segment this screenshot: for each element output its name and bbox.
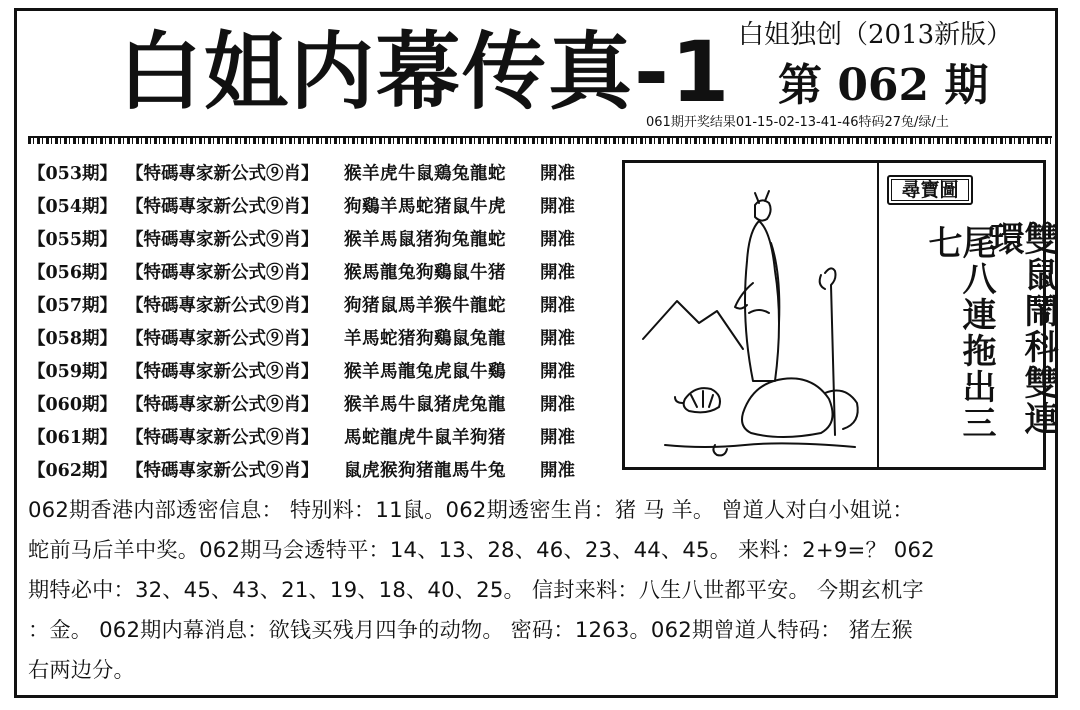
formula-status: 開准 — [540, 395, 575, 415]
formula-name: 【特碼專家新公式⑨肖】 — [126, 230, 319, 250]
formula-status: 開准 — [540, 230, 575, 250]
info-line: 蛇前马后羊中奖。062期马会透特平：14、13、28、46、23、44、45。 来料：2+9=？ 062 — [28, 537, 935, 562]
formula-status: 開准 — [540, 428, 575, 448]
info-line: 右两边分。 — [28, 657, 135, 682]
formula-period: 【058期】 — [28, 329, 118, 349]
formula-period: 【060期】 — [28, 395, 118, 415]
treasure-map-panel — [622, 160, 1058, 470]
formula-status: 開准 — [540, 461, 575, 481]
sage-illustration — [625, 163, 875, 467]
formula-period: 【061期】 — [28, 428, 118, 448]
formula-period: 【057期】 — [28, 296, 118, 316]
formula-name: 【特碼專家新公式⑨肖】 — [126, 461, 319, 481]
formula-name: 【特碼專家新公式⑨肖】 — [126, 395, 319, 415]
formula-row — [28, 422, 598, 455]
formula-name: 【特碼專家新公式⑨肖】 — [126, 164, 319, 184]
formula-animals: 狗鷄羊馬蛇猪鼠牛虎 — [344, 197, 506, 217]
formula-row — [28, 455, 598, 488]
formula-row — [28, 356, 598, 389]
formula-animals: 猴羊虎牛鼠鶏兔龍蛇 — [344, 164, 506, 184]
formula-animals: 猴羊馬牛鼠猪虎兔龍 — [344, 395, 506, 415]
formula-name: 【特碼專家新公式⑨肖】 — [126, 329, 319, 349]
info-paragraph — [28, 490, 1043, 690]
info-line: 期特必中：32、45、43、21、19、18、40、25。 信封来料：八生八世都平安。 今期玄机字 — [28, 577, 924, 602]
info-line: 062期香港内部透密信息： 特别料：11鼠。062期透密生肖：猪 马 羊。 曾道人对白小姐说： — [28, 497, 914, 522]
formula-period: 【056期】 — [28, 263, 118, 283]
formula-name: 【特碼專家新公式⑨肖】 — [126, 362, 319, 382]
formula-name: 【特碼專家新公式⑨肖】 — [126, 428, 319, 448]
formula-status: 開准 — [540, 362, 575, 382]
formula-status: 開准 — [540, 296, 575, 316]
formula-animals: 狗猪鼠馬羊猴牛龍蛇 — [344, 296, 506, 316]
issue-number: 第 062 期 — [778, 60, 989, 111]
treasure-title: 尋寶圖 — [887, 175, 973, 205]
formula-row — [28, 323, 598, 356]
formula-row — [28, 191, 598, 224]
header-divider — [28, 136, 1052, 144]
panel-divider — [877, 163, 879, 467]
formula-row — [28, 389, 598, 422]
formula-row — [28, 158, 598, 191]
formula-animals: 猴羊馬龍兔虎鼠牛鷄 — [344, 362, 506, 382]
formula-status: 開准 — [540, 164, 575, 184]
riddle-line-right: 雙鼠鬧科雙連環 — [984, 221, 1058, 437]
formula-row — [28, 290, 598, 323]
formula-row — [28, 257, 598, 290]
formula-period: 【059期】 — [28, 362, 118, 382]
formula-animals: 羊馬蛇猪狗鷄鼠兔龍 — [344, 329, 506, 349]
formula-name: 【特碼專家新公式⑨肖】 — [126, 296, 319, 316]
edition-label: 白姐独创（2013新版） — [738, 20, 1013, 50]
info-line: ：金。 062期内幕消息：欲钱买残月四争的动物。 密码：1263。062期曾道人特码： 猪左猴 — [28, 617, 913, 642]
formula-status: 開准 — [540, 263, 575, 283]
formula-status: 開准 — [540, 329, 575, 349]
formula-row — [28, 224, 598, 257]
formula-list — [28, 158, 598, 488]
formula-animals: 鼠虎猴狗猪龍馬牛兔 — [344, 461, 506, 481]
formula-name: 【特碼專家新公式⑨肖】 — [126, 263, 319, 283]
page-title: 白姐内幕传真-1 — [118, 23, 732, 121]
formula-animals: 馬蛇龍虎牛鼠羊狗猪 — [344, 428, 506, 448]
formula-status: 開准 — [540, 197, 575, 217]
previous-result: 061期开奖结果01-15-02-13-41-46特码27兔/绿/土 — [646, 115, 949, 130]
formula-period: 【053期】 — [28, 164, 118, 184]
formula-period: 【062期】 — [28, 461, 118, 481]
riddle-line-left: 尾八連拖出三七 — [922, 225, 996, 441]
formula-period: 【054期】 — [28, 197, 118, 217]
formula-period: 【055期】 — [28, 230, 118, 250]
formula-name: 【特碼專家新公式⑨肖】 — [126, 197, 319, 217]
formula-animals: 猴馬龍兔狗鷄鼠牛猪 — [344, 263, 506, 283]
formula-animals: 猴羊馬鼠猪狗兔龍蛇 — [344, 230, 506, 250]
